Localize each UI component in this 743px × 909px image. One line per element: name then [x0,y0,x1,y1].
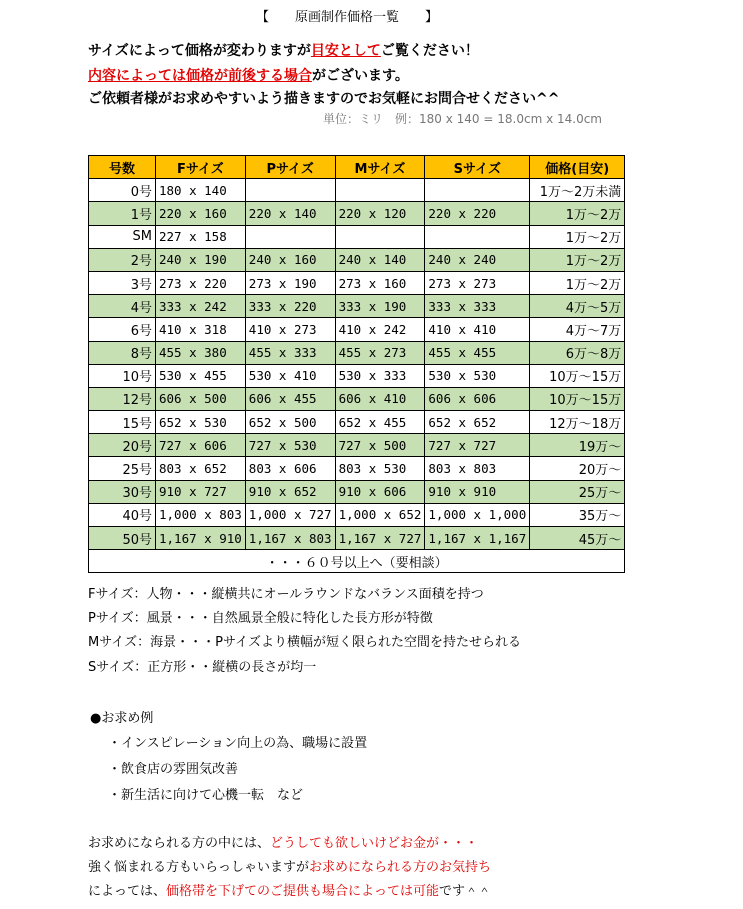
example-item: ・飲食店の雰囲気改善 [108,762,239,777]
cell-m-size [335,225,425,248]
cell-price: 6万～8万 [530,341,625,364]
cell-s-size: 410 x 410 [425,318,530,341]
cell-s-size [425,179,530,202]
cell-f-size: 727 x 606 [156,434,246,457]
cell-m-size: 240 x 140 [335,248,425,271]
table-row [89,248,625,271]
cell-m-size: 333 x 190 [335,295,425,318]
cell-number: 40号 [89,503,156,526]
table-row [89,341,625,364]
cell-price: 1万～2万 [530,202,625,225]
cell-number: 0号 [89,179,156,202]
intro-line-1-a: サイズによって価格が変わりますが [88,43,311,59]
cell-p-size: 333 x 220 [245,295,335,318]
cell-price: 10万～15万 [530,364,625,387]
cell-p-size: 410 x 273 [245,318,335,341]
size-desc-m: Mサイズ：海景・・・Pサイズより横幅が短く限られた空間を持たせられる [88,635,521,650]
cell-price: 12万～18万 [530,411,625,434]
intro-highlight-guideline: 目安として [310,43,381,59]
table-row [89,202,625,225]
outro-line-1 [88,832,478,851]
cell-number: 2号 [89,248,156,271]
cell-f-size: 220 x 160 [156,202,246,225]
cell-f-size: 910 x 727 [156,480,246,503]
cell-number: 8号 [89,341,156,364]
cell-p-size: 727 x 530 [245,434,335,457]
cell-f-size: 530 x 455 [156,364,246,387]
cell-m-size: 1,000 x 652 [335,503,425,526]
cell-p-size: 910 x 652 [245,480,335,503]
header-f-size: Fサイズ [156,156,246,179]
cell-price: 10万～15万 [530,387,625,410]
cell-m-size [335,179,425,202]
cell-price: 20万～ [530,457,625,480]
cell-number: 50号 [89,527,156,550]
outro-line-2 [88,856,491,875]
cell-m-size: 606 x 410 [335,387,425,410]
cell-f-size: 240 x 190 [156,248,246,271]
intro-highlight-price-varies: 内容によっては価格が前後する場合 [88,68,312,84]
cell-m-size: 652 x 455 [335,411,425,434]
cell-p-size: 273 x 190 [245,271,335,294]
cell-p-size: 1,167 x 803 [245,527,335,550]
table-row [89,457,625,480]
cell-m-size: 410 x 242 [335,318,425,341]
table-row [89,527,625,550]
example-item: ・新生活に向けて心機一転 など [108,788,304,803]
outro-line-3-a: によっては、 [88,884,167,899]
cell-m-size: 530 x 333 [335,364,425,387]
page-title: 【 原画制作価格一覧 】 [256,10,439,25]
size-desc-f: Fサイズ：人物・・・縦横共にオールラウンドなバランス面積を持つ [88,587,484,602]
cell-m-size: 803 x 530 [335,457,425,480]
outro-line-1-b: どうしても欲しいけどお金が・・・ [270,836,479,851]
cell-number: 4号 [89,295,156,318]
cell-number: 20号 [89,434,156,457]
cell-price: 19万～ [530,434,625,457]
table-row [89,411,625,434]
cell-f-size: 803 x 652 [156,457,246,480]
intro-line-2-b: がございます。 [312,68,409,84]
cell-m-size: 727 x 500 [335,434,425,457]
table-row [89,271,625,294]
cell-price: 1万～2万 [530,271,625,294]
cell-price: 4万～5万 [530,295,625,318]
table-row [89,364,625,387]
cell-s-size: 333 x 333 [425,295,530,318]
cell-s-size: 910 x 910 [425,480,530,503]
cell-price: 4万～7万 [530,318,625,341]
cell-number: SM [89,225,156,248]
cell-s-size: 530 x 530 [425,364,530,387]
cell-p-size: 652 x 500 [245,411,335,434]
cell-f-size: 410 x 318 [156,318,246,341]
table-row [89,480,625,503]
table-row [89,225,625,248]
cell-s-size: 606 x 606 [425,387,530,410]
cell-p-size: 1,000 x 727 [245,503,335,526]
cell-s-size: 803 x 803 [425,457,530,480]
cell-p-size: 606 x 455 [245,387,335,410]
outro-line-3 [88,880,491,899]
cell-price: 45万～ [530,527,625,550]
unit-note: 単位：ミリ 例：180 x 140 = 18.0cm x 14.0cm [323,112,602,126]
cell-m-size: 910 x 606 [335,480,425,503]
cell-number: 6号 [89,318,156,341]
table-footer-note: ・・・６０号以上へ（要相談） [89,550,625,573]
outro-line-3-c: です＾＾ [439,884,492,899]
cell-s-size: 1,000 x 1,000 [425,503,530,526]
table-row [89,318,625,341]
cell-number: 3号 [89,271,156,294]
header-m-size: Mサイズ [335,156,425,179]
cell-s-size: 273 x 273 [425,271,530,294]
header-p-size: Pサイズ [245,156,335,179]
cell-f-size: 180 x 140 [156,179,246,202]
cell-number: 10号 [89,364,156,387]
price-table [88,155,625,573]
table-row [89,295,625,318]
cell-f-size: 1,000 x 803 [156,503,246,526]
cell-price: 25万～ [530,480,625,503]
cell-number: 30号 [89,480,156,503]
table-header-row [89,156,625,179]
header-price: 価格(目安) [530,156,625,179]
intro-line-1 [88,40,479,60]
cell-f-size: 455 x 380 [156,341,246,364]
cell-s-size [425,225,530,248]
cell-m-size: 220 x 120 [335,202,425,225]
cell-number: 12号 [89,387,156,410]
intro-line-3: ご依頼者様がお求めやすいよう描きますのでお気軽にお問合せください^^ [88,91,560,107]
cell-f-size: 1,167 x 910 [156,527,246,550]
header-number: 号数 [89,156,156,179]
outro-line-1-a: お求めになられる方の中には、 [88,836,271,851]
cell-price: 35万～ [530,503,625,526]
cell-p-size: 220 x 140 [245,202,335,225]
cell-price: 1万～2万 [530,225,625,248]
size-desc-s: Sサイズ：正方形・・縦横の長さが均一 [88,660,317,675]
cell-m-size: 1,167 x 727 [335,527,425,550]
cell-number: 1号 [89,202,156,225]
cell-s-size: 1,167 x 1,167 [425,527,530,550]
cell-p-size [245,225,335,248]
table-row [89,503,625,526]
cell-m-size: 455 x 273 [335,341,425,364]
intro-line-1-c: ご覧ください！ [380,43,479,59]
cell-number: 15号 [89,411,156,434]
cell-price: 1万～2万 [530,248,625,271]
cell-s-size: 727 x 727 [425,434,530,457]
cell-m-size: 273 x 160 [335,271,425,294]
intro-line-2 [88,65,409,85]
outro-line-2-b: お求めになられる方のお気持ち [309,860,492,875]
cell-p-size: 240 x 160 [245,248,335,271]
examples-heading: ●お求め例 [90,711,154,726]
cell-price: 1万～2万未満 [530,179,625,202]
size-desc-p: Pサイズ：風景・・・自然風景全般に特化した長方形が特徴 [88,611,433,626]
cell-s-size: 455 x 455 [425,341,530,364]
cell-s-size: 240 x 240 [425,248,530,271]
table-row [89,434,625,457]
cell-f-size: 606 x 500 [156,387,246,410]
cell-s-size: 652 x 652 [425,411,530,434]
cell-p-size: 803 x 606 [245,457,335,480]
cell-f-size: 333 x 242 [156,295,246,318]
cell-p-size [245,179,335,202]
cell-f-size: 652 x 530 [156,411,246,434]
header-s-size: Sサイズ [425,156,530,179]
outro-line-2-a: 強く悩まれる方もいらっしゃいますが [88,860,310,875]
table-row [89,179,625,202]
cell-s-size: 220 x 220 [425,202,530,225]
outro-line-3-b: 価格帯を下げてのご提供も場合によっては可能 [166,884,440,899]
example-item: ・インスピレーション向上の為、職場に設置 [108,736,368,751]
cell-p-size: 530 x 410 [245,364,335,387]
cell-p-size: 455 x 333 [245,341,335,364]
table-row [89,387,625,410]
cell-number: 25号 [89,457,156,480]
cell-f-size: 227 x 158 [156,225,246,248]
cell-f-size: 273 x 220 [156,271,246,294]
